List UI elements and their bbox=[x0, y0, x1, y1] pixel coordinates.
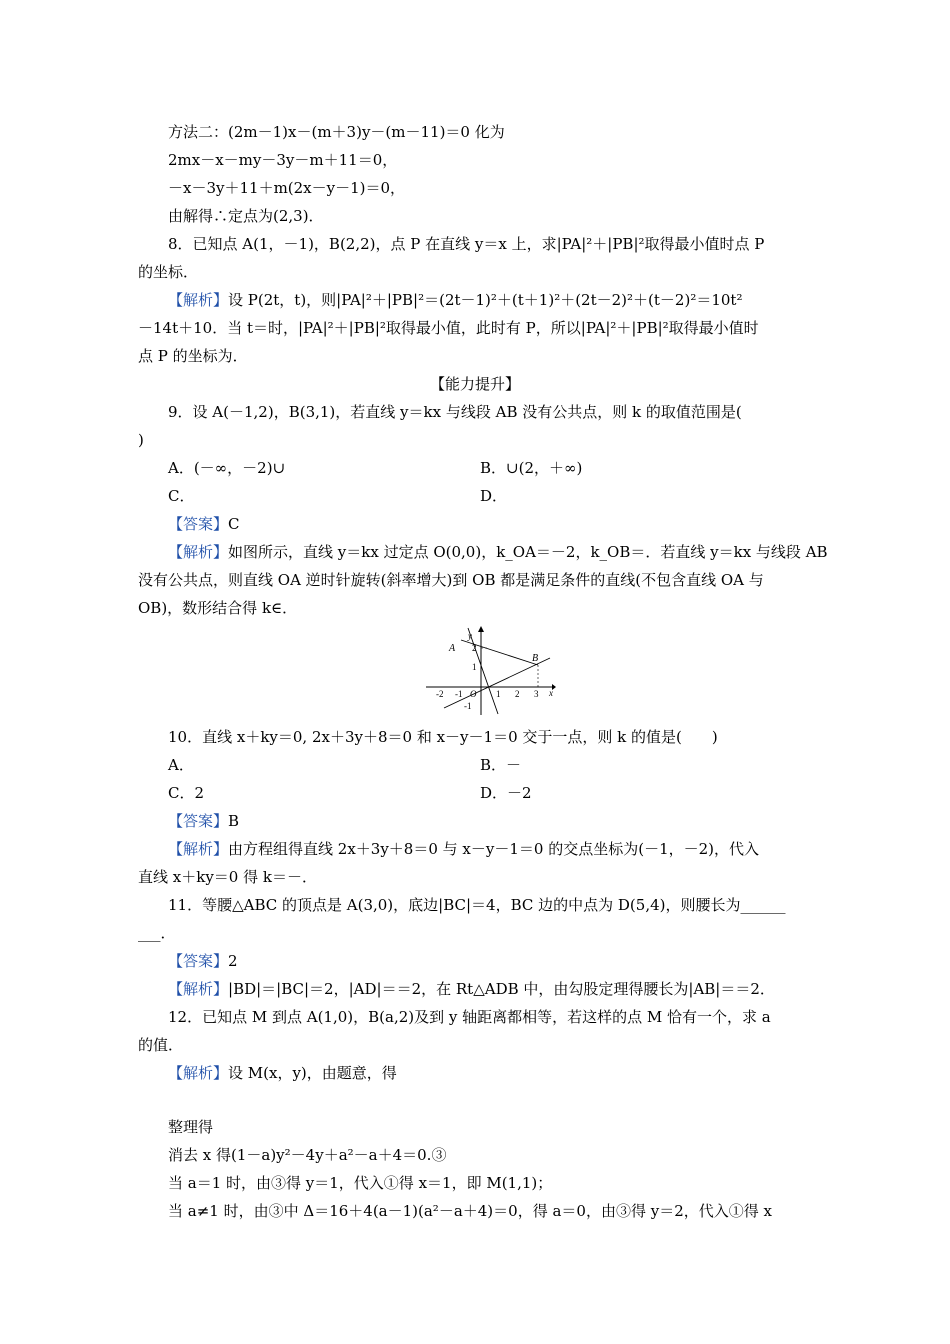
solution-tag: 【解析】 bbox=[168, 840, 229, 858]
question-11-cont: ___． bbox=[138, 924, 176, 942]
q8-solution-cont: －14t＋10．当 t＝时，|PA|²＋|PB|²取得最小值，此时有 P，所以|PA|²＋|PB|²取得最小值时 bbox=[138, 319, 759, 337]
y-tick: -1 bbox=[464, 701, 472, 711]
q11-answer bbox=[168, 951, 238, 971]
q10-option-c: C．2 bbox=[168, 784, 205, 802]
q8-solution bbox=[168, 290, 742, 310]
q9-option-c: C． bbox=[168, 487, 195, 505]
y-tick: 2 bbox=[472, 643, 477, 653]
label-x-axis: x bbox=[549, 688, 553, 698]
label-point-a: A bbox=[449, 643, 456, 654]
q9-solution bbox=[168, 542, 828, 562]
question-8-cont: 的坐标． bbox=[138, 263, 199, 281]
question-9-cont: ) bbox=[138, 431, 144, 449]
line-ob bbox=[444, 658, 550, 708]
equation-line: －x－3y＋11＋m(2x－y－1)＝0， bbox=[168, 179, 406, 197]
coordinate-figure bbox=[424, 626, 556, 718]
q10-option-b: B．－ bbox=[480, 756, 522, 774]
q10-answer-value: B bbox=[228, 812, 240, 830]
answer-tag: 【答案】 bbox=[168, 952, 229, 970]
q8-solution-text: 设 P(2t，t)，则|PA|²＋|PB|²＝(2t－1)²＋(t＋1)²＋(2t－2)²＋(t－2)²＝10t² bbox=[228, 291, 743, 309]
q9-answer-value: C bbox=[228, 515, 240, 533]
question-12: 12．已知点 M 到点 A(1,0)，B(a,2)及到 y 轴距离都相等，若这样的点 M 恰有一个，求 a bbox=[168, 1008, 771, 1026]
q10-answer bbox=[168, 811, 239, 831]
x-tick: 2 bbox=[515, 689, 520, 699]
answer-tag: 【答案】 bbox=[168, 515, 229, 533]
label-point-b: B bbox=[532, 653, 539, 664]
x-tick: 1 bbox=[496, 689, 501, 699]
q9-option-d: D． bbox=[480, 487, 508, 505]
solution-tag: 【解析】 bbox=[168, 291, 229, 309]
q10-option-a: A． bbox=[168, 756, 194, 774]
question-9: 9．设 A(－1,2)，B(3,1)，若直线 y＝kx 与线段 AB 没有公共点，则 k 的取值范围是( bbox=[168, 403, 742, 421]
question-11: 11．等腰△ABC 的顶点是 A(3,0)，底边|BC|＝4，BC 边的中点为 D(5,4)，则腰长为______ bbox=[168, 896, 786, 914]
q9-solution-cont: OB)，数形结合得 k∈． bbox=[138, 599, 298, 617]
label-y-axis: y bbox=[468, 631, 472, 641]
q12-solution-text: 设 M(x，y)，由题意，得 bbox=[228, 1064, 397, 1082]
q9-answer bbox=[168, 514, 240, 534]
method-two-line: 方法二：(2m－1)x－(m＋3)y－(m－11)＝0 化为 bbox=[168, 123, 505, 141]
section-title: 【能力提升】 bbox=[429, 375, 520, 393]
q9-option-b: B．∪(2，＋∞) bbox=[480, 459, 583, 477]
solution-tag: 【解析】 bbox=[168, 543, 229, 561]
q12-step: 当 a≠1 时，由③中 Δ＝16＋4(a－1)(a²－a＋4)＝0，得 a＝0，由③得 y＝2，代入①得 x bbox=[168, 1202, 772, 1220]
q12-solution bbox=[168, 1063, 397, 1083]
fixed-point-line: 由解得∴定点为(2,3)． bbox=[168, 207, 324, 225]
x-tick: -1 bbox=[455, 689, 463, 699]
q11-solution bbox=[168, 979, 775, 999]
q10-solution-text: 由方程组得直线 2x＋3y＋8＝0 与 x－y－1＝0 的交点坐标为(－1，－2)，代入 bbox=[228, 840, 760, 858]
x-tick: -2 bbox=[436, 689, 444, 699]
q11-answer-value: 2 bbox=[228, 952, 238, 970]
q9-solution-text: 如图所示，直线 y＝kx 过定点 O(0,0)，k_OA＝－2，k_OB＝．若直线 y＝kx 与线段 AB bbox=[228, 543, 828, 561]
q9-option-a: A．(－∞，－2)∪ bbox=[168, 459, 286, 477]
question-12-cont: 的值． bbox=[138, 1036, 184, 1054]
q12-step: 当 a＝1 时，由③得 y＝1，代入①得 x＝1，即 M(1,1)； bbox=[168, 1174, 553, 1192]
question-10: 10．直线 x＋ky＝0, 2x＋3y＋8＝0 和 x－y－1＝0 交于一点，则 k 的值是( ) bbox=[168, 728, 718, 746]
question-8: 8．已知点 A(1，－1)，B(2,2)，点 P 在直线 y＝x 上，求|PA|²＋|PB|²取得最小值时点 P bbox=[168, 235, 765, 253]
y-axis-arrow bbox=[478, 626, 484, 632]
q10-solution bbox=[168, 839, 759, 859]
q12-step: 消去 x 得(1－a)y²－4y＋a²－a＋4＝0.③ bbox=[168, 1146, 447, 1164]
answer-tag: 【答案】 bbox=[168, 812, 229, 830]
solution-tag: 【解析】 bbox=[168, 1064, 229, 1082]
q11-solution-text: |BD|＝|BC|＝2，|AD|＝＝2，在 Rt△ADB 中，由勾股定理得腰长为|AB|＝＝2． bbox=[228, 980, 775, 998]
label-origin: O bbox=[470, 689, 477, 699]
q10-solution-cont: 直线 x＋ky＝0 得 k＝－． bbox=[138, 868, 317, 886]
q9-solution-cont: 没有公共点，则直线 OA 逆时针旋转(斜率增大)到 OB 都是满足条件的直线(不包含直线 OA 与 bbox=[138, 571, 764, 589]
q10-option-d: D．－2 bbox=[480, 784, 532, 802]
solution-tag: 【解析】 bbox=[168, 980, 229, 998]
x-tick: 3 bbox=[534, 689, 539, 699]
y-tick: 1 bbox=[472, 662, 477, 672]
q8-solution-cont: 点 P 的坐标为． bbox=[138, 347, 248, 365]
equation-line: 2mx－x－my－3y－m＋11＝0， bbox=[168, 151, 398, 169]
q12-step: 整理得 bbox=[168, 1118, 214, 1136]
